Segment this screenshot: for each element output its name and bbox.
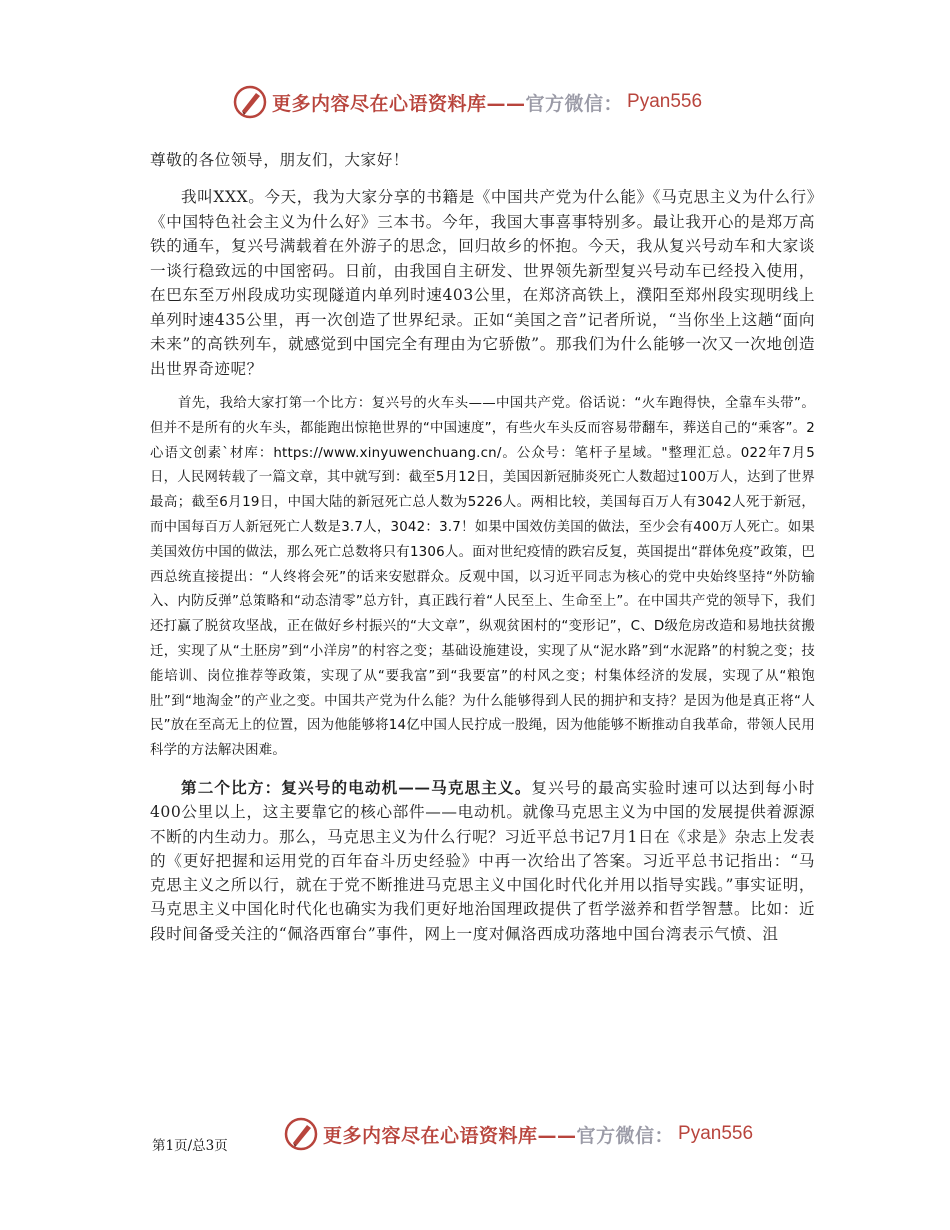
header-banner: [232, 84, 702, 120]
pen-icon: [232, 84, 268, 120]
paragraph-2: 首先，我给大家打第一个比方：复兴号的火车头——中国共产党。俗话说：“火车跑得快，全靠车头带”。但并不是所有的火车头，都能跑出惊艳世界的“中国速度”，有些火车头反而容易带翻车，葬送自己的“乘客”。2心语文创素`材库：https://www.xinyuwenchuang.cn/。公众号：笔杆子星域。"整理汇总。022年7月5日，人民网转载了一篇文章，其中就写到：截至5月12日，美国因新冠肺炎死亡人数超过100万人，达到了世界最高；截至6月19日，中国大陆的新冠死亡总人数为5226人。两相比较，美国每百万人有3042人死于新冠，而中国每百万人新冠死亡人数是3.7人，3042：3.7！如果中国效仿美国的做法，至少会有400万人死亡。如果美国效仿中国的做法，那么死亡总数将只有1306人。面对世纪疫情的跌宕反复，英国提出“群体免疫”政策，巴西总统直接提出：“人终将会死”的话来安慰群众。反观中国，以习近平同志为核心的党中央始终坚持“外防输入、内防反弹”总策略和“动态清零”总方针，真正践行着“人民至上、生命至上”。在中国共产党的领导下，我们还打赢了脱贫攻坚战，正在做好乡村振兴的“大文章”，纵观贫困村的“变形记”，C、D级危房改造和易地扶贫搬迁，实现了从“土胚房”到“小洋房”的村容之变；基础设施建设，实现了从“泥水路”到“水泥路”的村貌之变；技能培训、岗位推荐等政策，实现了从“要我富”到“我要富”的村风之变；村集体经济的发展，实现了从“粮饱肚”到“地淘金”的产业之变。中国共产党为什么能？为什么能够得到人民的拥护和支持？是因为他是真正将“人民”放在至高无上的位置，因为他能够将14亿中国人民拧成一股绳，因为他能够不断推动自我革命，带领人民用科学的方法解决困难。: [150, 396, 815, 759]
banner-wechat-id: Pyan556: [627, 91, 703, 112]
greeting: 尊敬的各位领导，朋友们，大家好！: [150, 151, 410, 169]
banner-wechat-label: 官方微信：: [576, 1124, 675, 1147]
banner-text: 更多内容尽在心语资料库——: [323, 1124, 577, 1147]
document-body: [150, 147, 815, 946]
banner-wechat-id: Pyan556: [678, 1123, 754, 1144]
paragraph-3: [150, 776, 815, 946]
paragraph-3-text: 复兴号的最高实验时速可以达到每小时400公里以上，这主要靠它的核心部件——电动机。就像马克思主义为中国的发展提供着源源不断的内生动力。那么，马克思主义为什么行呢？习近平总书记7月1日在《求是》杂志上发表的《更好把握和运用党的百年奋斗历史经验》中再一次给出了答案。习近平总书记指出：“马克思主义之所以行，就在于党不断推进马克思主义中国化时代化并用以指导实践。”事实证明，马克思主义中国化时代化也确实为我们更好地治国理政提供了哲学滋养和哲学智慧。比如：近段时间备受关注的“佩洛西窜台”事件，网上一度对佩洛西成功落地中国台湾表示气愤、沮: [150, 778, 815, 943]
paragraph-1: 我叫XXX。今天，我为大家分享的书籍是《中国共产党为什么能》《马克思主义为什么行》《中国特色社会主义为什么好》三本书。今年，我国大事喜事特别多。最让我开心的是郑万高铁的通车，复兴号满载着在外游子的思念，回归故乡的怀抱。今天，我从复兴号动车和大家谈一谈行稳致远的中国密码。日前，由我国自主研发、世界领先新型复兴号动车已经投入使用，在巴东至万州段成功实现隧道内单列时速403公里，在郑济高铁上，濮阳至郑州段实现明线上单列时速435公里，再一次创造了世界纪录。正如“美国之音”记者所说，“当你坐上这趟“面向未来”的高铁列车，就感觉到中国完全有理由为它骄傲”。那我们为什么能够一次又一次地创造出世界奇迹呢？: [150, 188, 815, 378]
footer-banner: [283, 1116, 753, 1152]
page-number: 第1页/总3页: [152, 1138, 228, 1154]
banner-wechat-label: 官方微信：: [525, 92, 624, 115]
paragraph-3-lead: 第二个比方：复兴号的电动机——马克思主义。: [181, 777, 532, 797]
pen-icon: [283, 1116, 319, 1152]
banner-text: 更多内容尽在心语资料库——: [272, 92, 526, 115]
